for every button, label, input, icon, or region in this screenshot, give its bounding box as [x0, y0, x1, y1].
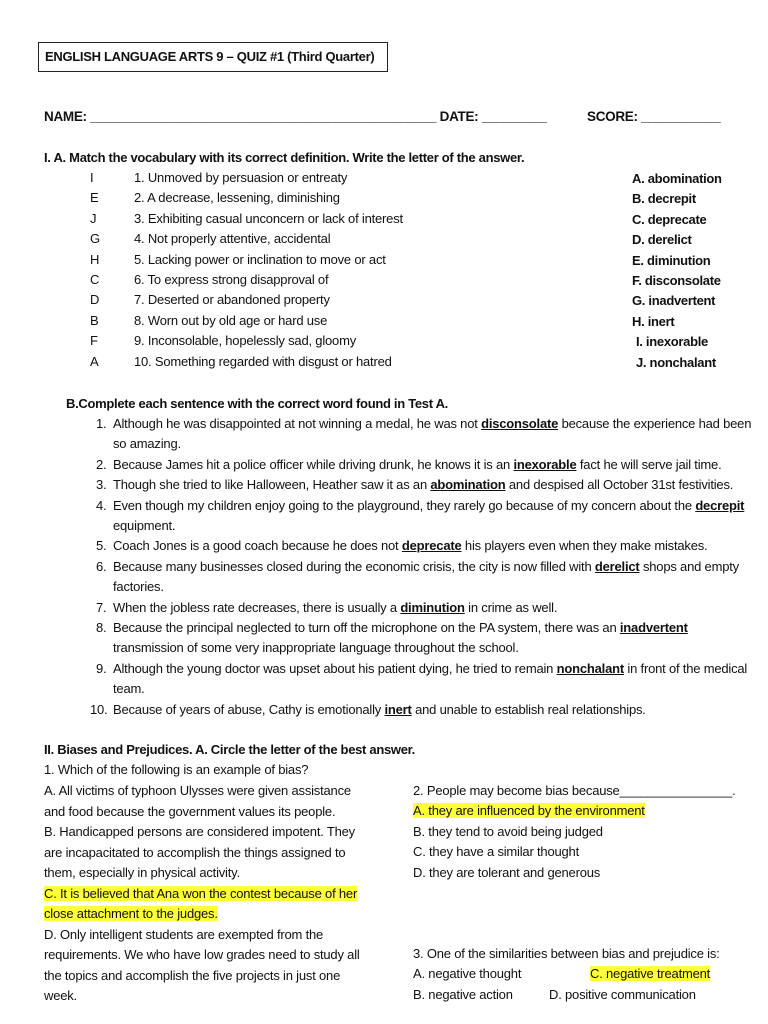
q1-option-line	[44, 927, 323, 942]
sentence-line	[113, 702, 646, 717]
match-definition: 2. A decrease, lessening, diminishing	[134, 190, 340, 206]
match-definition: 9. Inconsolable, hopelessly sad, gloomy	[134, 333, 357, 349]
q1-option-line	[44, 804, 335, 819]
sentence-line	[113, 620, 688, 635]
match-choice: G. inadvertent	[632, 293, 716, 309]
q2-option	[413, 844, 579, 859]
sentence-text-before: Although he was disappointed at not winning a medal, he was not	[113, 416, 482, 431]
q1-option-line	[44, 865, 240, 880]
q1-option-text: C. It is believed that Ana won the contest because of her	[44, 885, 358, 901]
q1-option-text: B. Handicapped persons are considered impotent. They	[44, 824, 355, 839]
q3-option-a: A. negative thought	[413, 966, 522, 981]
sentence-line	[113, 477, 733, 492]
match-answer: G	[90, 231, 100, 247]
q2-question: 2. People may become bias because________________.	[413, 783, 736, 798]
match-answer: A	[90, 353, 99, 369]
sentence-text-after: and despised all October 31st festivities.	[505, 477, 734, 493]
q3-option-b: B. negative action	[413, 987, 513, 1002]
match-definition: 4. Not properly attentive, accidental	[134, 231, 331, 247]
sentence-text-before: Because James hit a police officer while driving drunk, he knows it is an	[113, 456, 514, 472]
q1-option-line	[44, 886, 357, 901]
sentence-number: 1.	[96, 416, 107, 431]
match-answer: B	[90, 312, 99, 328]
sentence-number: 5.	[96, 538, 107, 554]
sentence-text-before: Because of years of abuse, Cathy is emotionally	[113, 701, 385, 717]
sentence-number: 10.	[90, 701, 108, 717]
q2-option-text: A. they are influenced by the environment	[413, 803, 645, 818]
match-definition: 8. Worn out by old age or hard use	[134, 312, 328, 328]
name-date-line: NAME: ________________________________________________ DATE: _________	[44, 109, 547, 124]
q2-option	[413, 824, 603, 839]
q1-option-text: week.	[44, 988, 77, 1003]
score-line: SCORE: ___________	[587, 109, 721, 124]
sentence-continuation: equipment.	[113, 518, 176, 533]
sentence-text-after: in front of the medical	[623, 660, 748, 676]
sentence-text-after: his players even when they make mistakes.	[461, 538, 708, 554]
q3-option-d: D. positive communication	[549, 987, 696, 1002]
q1-option-line	[44, 988, 77, 1003]
q2-option-text: C. they have a similar thought	[413, 844, 579, 859]
answer-word: decrepit	[695, 497, 745, 513]
sentence-text-after: in crime as well.	[464, 599, 558, 615]
q1-option-text: and food because the government values its people.	[44, 803, 336, 819]
q1-question: 1. Which of the following is an example of bias?	[44, 762, 309, 777]
q3-question: 3. One of the similarities between bias and prejudice is:	[413, 946, 720, 961]
quiz-title-box	[38, 42, 388, 72]
match-choice: F. disconsolate	[632, 273, 721, 288]
q1-option-line	[44, 845, 345, 860]
sentence-text-before: Because many businesses closed during the economic crisis, the city is now filled with	[113, 558, 595, 574]
match-choice: B. decrepit	[632, 191, 696, 207]
q3-option-c: C. negative treatment	[590, 966, 711, 981]
sentence-number: 8.	[96, 620, 107, 635]
match-definition: 1. Unmoved by persuasion or entreaty	[134, 170, 348, 185]
sentence-continuation: transmission of some very inappropriate language throughout the school.	[113, 640, 519, 656]
q2-option	[413, 803, 645, 818]
q1-option-text: them, especially in physical activity.	[44, 865, 240, 880]
sentence-continuation: so amazing.	[113, 436, 181, 452]
q2-option-text: B. they tend to avoid being judged	[413, 823, 603, 839]
sentence-text-before: Although the young doctor was upset about his patient dying, he tried to remain	[113, 660, 557, 676]
sentence-number: 3.	[96, 477, 107, 493]
match-answer: C	[90, 272, 100, 287]
answer-word: abomination	[430, 477, 506, 493]
part2-instruction: II. Biases and Prejudices. A. Circle the letter of the best answer.	[44, 742, 415, 757]
answer-word: nonchalant	[556, 660, 624, 676]
sentence-number: 9.	[96, 660, 107, 676]
sentence-number: 4.	[96, 497, 107, 513]
answer-word: inert	[384, 701, 412, 717]
sentence-number: 7.	[96, 599, 107, 615]
match-answer: I	[90, 170, 94, 185]
sentence-line	[113, 457, 721, 472]
match-answer: D	[90, 292, 100, 308]
sentence-number: 6.	[96, 558, 107, 574]
sentence-line	[113, 498, 744, 513]
q1-option-text: requirements. We who have low grades need to study all	[44, 947, 360, 962]
sentence-text-before: Coach Jones is a good coach because he does not	[113, 538, 402, 554]
match-definition: 10. Something regarded with disgust or hatred	[134, 353, 392, 369]
match-choice: I. inexorable	[636, 334, 708, 350]
match-answer: F	[90, 333, 98, 349]
sentence-text-after: because the experience had been	[558, 416, 752, 431]
match-answer: J	[90, 210, 97, 226]
sentence-line	[113, 538, 707, 553]
sentence-line	[113, 416, 751, 431]
match-choice: A. abomination	[632, 171, 722, 186]
sentence-text-before: Because the principal neglected to turn off the microphone on the PA system, there was an	[113, 620, 620, 635]
answer-word: disconsolate	[481, 416, 559, 431]
sentence-text-after: fact he will serve jail time.	[576, 456, 722, 472]
sentence-line	[113, 600, 557, 615]
part1b-instruction: B.Complete each sentence with the correct word found in Test A.	[66, 396, 448, 411]
q1-option-line	[44, 968, 340, 983]
match-definition: 5. Lacking power or inclination to move or act	[134, 251, 386, 267]
quiz-title: ENGLISH LANGUAGE ARTS 9 – QUIZ #1 (Third Quarter)	[45, 49, 375, 64]
q2-option	[413, 865, 600, 880]
sentence-text-after: and unable to establish real relationships.	[411, 701, 646, 717]
sentence-number: 2.	[96, 456, 107, 472]
q1-option-line	[44, 906, 218, 921]
sentence-text-before: When the jobless rate decreases, there is usually a	[113, 599, 401, 615]
sentence-text-before: Though she tried to like Halloween, Heather saw it as an	[113, 477, 431, 493]
match-definition: 6. To express strong disapproval of	[134, 272, 329, 287]
part1a-instruction: I. A. Match the vocabulary with its correct definition. Write the letter of the answer.	[44, 150, 525, 165]
q1-option-text: are incapacitated to accomplish the things assigned to	[44, 844, 346, 860]
match-choice: J. nonchalant	[636, 354, 716, 370]
match-choice: H. inert	[632, 313, 675, 329]
match-definition: 3. Exhibiting casual unconcern or lack of interest	[134, 210, 403, 226]
sentence-text-after: shops and empty	[639, 558, 739, 574]
answer-word: inadvertent	[619, 620, 688, 635]
match-definition: 7. Deserted or abandoned property	[134, 292, 330, 308]
q1-option-line	[44, 947, 360, 962]
q1-option-text: A. All victims of typhoon Ulysses were given assistance	[44, 783, 351, 798]
sentence-continuation: factories.	[113, 579, 164, 595]
match-answer: H	[90, 251, 100, 267]
q1-option-line	[44, 783, 351, 798]
match-answer: E	[90, 190, 99, 206]
q2-option-text: D. they are tolerant and generous	[413, 864, 601, 880]
q1-option-line	[44, 824, 355, 839]
answer-word: inexorable	[513, 456, 577, 472]
q1-option-text: close attachment to the judges.	[44, 906, 218, 921]
q1-option-text: the topics and accomplish the five projects in just one	[44, 967, 341, 983]
sentence-text-before: Even though my children enjoy going to the playground, they rarely go because of my concern about the	[113, 497, 696, 513]
sentence-line	[113, 559, 739, 574]
match-choice: C. deprecate	[632, 211, 707, 227]
q1-option-text: D. Only intelligent students are exempted from the	[44, 926, 324, 942]
answer-word: deprecate	[401, 538, 462, 554]
match-choice: E. diminution	[632, 252, 711, 268]
match-choice: D. derelict	[632, 232, 692, 248]
sentence-continuation: team.	[113, 681, 145, 697]
answer-word: diminution	[400, 599, 465, 615]
answer-word: derelict	[594, 558, 640, 574]
sentence-line	[113, 661, 747, 676]
